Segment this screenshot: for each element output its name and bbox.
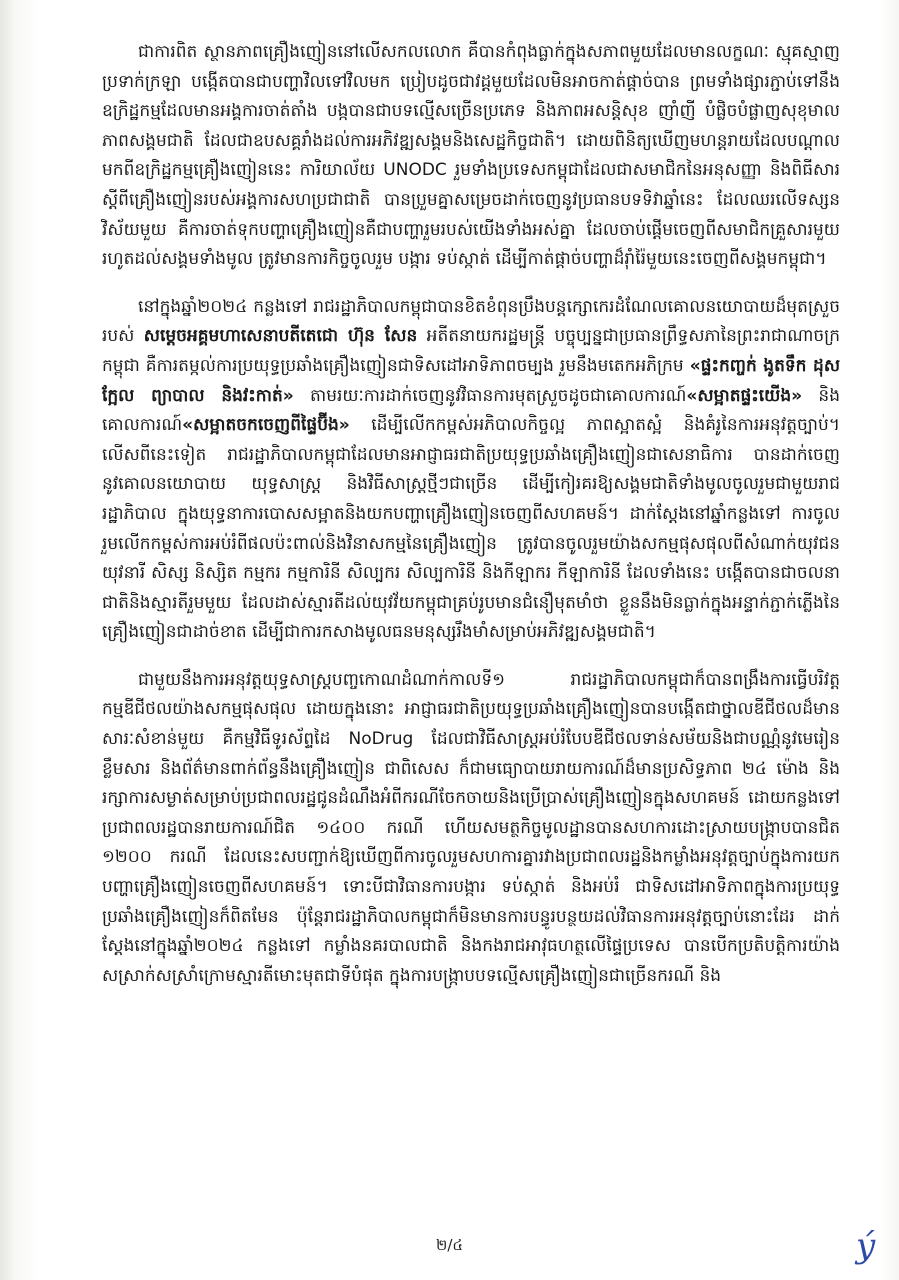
handwritten-initial-mark: ý <box>856 1226 876 1266</box>
paragraph-1 <box>102 38 840 275</box>
page-number: ២/៤ <box>435 1236 464 1254</box>
honorific-name: សម្ដេចអគ្គមហាសេនាបតីតេជោ ហ៊ុន សែន <box>143 326 418 347</box>
principle-clean-home: «សម្អាតផ្ទះយើង» <box>686 385 803 406</box>
paragraph-2-text-d: និងគោលការណ៍ <box>102 385 840 436</box>
paragraph-2 <box>102 293 840 648</box>
body-text <box>102 38 840 1009</box>
paragraph-3 <box>102 666 840 992</box>
paragraph-3-text: ជាមួយនឹងការអនុវត្តយុទ្ធសាស្ត្របញ្ចកោណដំណាក់កាលទី១ រាជរដ្ឋាភិបាលកម្ពុជាក៏បានពង្រឹងការធ្វើបរិវត្តកម្មឌីជីថលយ៉ាងសកម្មផុសផុល ដោយក្នុងនោះ អាជ្ញាធរជាតិប្រយុទ្ធប្រឆាំងគ្រឿងញៀនបានបង្កើតជាថ្នាលឌីជីថលដ៏មានសារៈសំខាន់មួយ គឺកម្មវិធីទូរស័ព្ទដៃ NoDrug ដែលជាវិធីសាស្ត្រអប់រំបែបឌីជីថលទាន់សម័យនិងជាបណ្ណំនូវមេរៀន ខ្លឹមសារ និងព័ត៌មានពាក់ព័ន្ធនឹងគ្រឿងញៀន ជាពិសេស ក៏ជាមធ្យោបាយរាយការណ៍ដ៏មានប្រសិទ្ធភាព ២៤ ម៉ោង និងរក្សាការសម្ងាត់សម្រាប់ប្រជាពលរដ្ឋជូនដំណឹងអំពីករណីចែកចាយនិងប្រើប្រាស់គ្រឿងញៀនក្នុងសហគមន៍ ដោយកន្លងទៅប្រជាពលរដ្ឋបានរាយការណ៍ជិត ១៤០០ ករណី ហើយសមត្ថកិច្ចមូលដ្ឋានបានសហការដោះស្រាយបង្ក្រាបបានជិត ១២០០ ករណី ដែលនេះសបញ្ជាក់ឱ្យឃើញពីការចូលរួមសហការគ្នារវាងប្រជាពលរដ្ឋនិងកម្លាំងអនុវត្តច្បាប់ក្នុងការយកបញ្ហាគ្រឿងញៀនចេញពីសហគមន៍។ ទោះបីជាវិធានការបង្ការ ទប់ស្កាត់ និងអប់រំ ជាទិសដៅអាទិភាពក្នុងការប្រយុទ្ធប្រឆាំងគ្រឿងញៀនក៏ពិតមែន ប៉ុន្តែរាជរដ្ឋាភិបាលកម្ពុជាក៏មិនមានការបន្ធូរបន្ថយដល់វិធានការអនុវត្តច្បាប់នោះដែរ ដាក់ស្ដែងនៅក្នុងឆ្នាំ២០២៤ កន្លងទៅ កម្លាំងនគរបាលជាតិ និងកងរាជអាវុធហត្ថលើផ្ទៃប្រទេស បានបើកប្រតិបត្តិការយ៉ាងសស្រាក់សស្រាំក្រោមស្មារតីមោះមុតជាទីបំផុត ក្នុងការបង្ក្រាបបទល្មើសគ្រឿងញៀនជាច្រើនករណី និង <box>102 669 840 986</box>
paragraph-1-text: ជាការពិត ស្ថានភាពគ្រឿងញៀននៅលើសកលលោក គឺបានកំពុងធ្លាក់ក្នុងសភាពមួយដែលមានលក្ខណៈ ស្មុគស្មាញ ប្រទាក់ក្រឡា បង្កើតបានជាបញ្ហាវិលទៅវិលមក ប្រៀបដូចជាវដ្តមួយដែលមិនអាចកាត់ផ្ដាច់បាន ព្រមទាំងផ្សារភ្ជាប់ទៅនឹងឧក្រិដ្ឋកម្មដែលមានអង្គការចាត់តាំង បង្កបានជាបទល្មើសច្រើនប្រភេទ និងភាពអសន្តិសុខ ញាំញី បំផ្លិចបំផ្លាញសុខុមាលភាពសង្គមជាតិ ដែលជាឧបសគ្គរាំងដល់ការអភិវឌ្ឍសង្គមនិងសេដ្ឋកិច្ចជាតិ។ ដោយពិនិត្យឃើញមហន្តរាយដែលបណ្ដាលមកពីឧក្រិដ្ឋកម្មគ្រឿងញៀននេះ ការិយាល័យ UNODC រួមទាំងប្រទេសកម្ពុជាដែលជាសមាជិកនៃអនុសញ្ញា និងពិធីសារស្ដីពីគ្រឿងញៀនរបស់អង្គការសហប្រជាជាតិ បានប្រួមគ្នាសម្រេចដាក់ចេញនូវប្រធានបទទិវាឆ្នាំនេះ ដែលឈរលើទស្សនវិស័យមួយ គឺការចាត់ទុកបញ្ហាគ្រឿងញៀនគឺជាបញ្ហារួមរបស់យើងទាំងអស់គ្នា ដែលចាប់ផ្ដើមចេញពីសមាជិកគ្រួសារមួយរហូតដល់សង្គមទាំងមូល ត្រូវមានការកិច្ចចូលរួម បង្ការ ទប់ស្កាត់ ដើម្បីកាត់ផ្ដាច់បញ្ហាដ៏រ៉ាំរ៉ៃមួយនេះចេញពីសង្គមកម្ពុជា។ <box>102 42 840 270</box>
paragraph-2-text-c: តាមរយៈការដាក់ចេញនូវវិធានការមុតស្រួចដូចជាគោលការណ៍ <box>293 385 687 406</box>
policy-slogan: «ផ្ទះកញ្ចក់ ងូតទឹក ដុសក្អែល ព្យាបាល និងវះកាត់» <box>102 355 841 406</box>
paragraph-2-text-b: អតីតនាយករដ្ឋមន្ត្រី បច្ចុប្បន្នជាប្រធានព្រឹទ្ធសភានៃព្រះរាជាណាចក្រកម្ពុជា គឺការតម្កល់ការប្រយុទ្ធប្រឆាំងគ្រឿងញៀនជាទិសដៅអាទិភាពចម្បង រួមនឹងមតេកអភិក្រម <box>102 326 840 376</box>
paragraph-2-text-e: ដើម្បីលើកកម្ពស់អភិបាលកិច្ចល្អ ភាពស្អាតស្អំ និងគំរូនៃការអនុវត្តច្បាប់។ លើសពីនេះទៀត រាជរដ្ឋាភិបាលកម្ពុជាដែលមានអាជ្ញាធរជាតិប្រយុទ្ធប្រឆាំងគ្រឿងញៀនជាសេនាធិការ បានដាក់ចេញនូវគោលនយោបាយ យុទ្ធសាស្ត្រ និងវិធីសាស្ត្រថ្មីៗជាច្រើន ដើម្បីកៀរគរឱ្យសង្គមជាតិទាំងមូលចូលរួមជាមួយរាជរដ្ឋាភិបាល ក្នុងយុទ្ធនាការបោសសម្អាតនិងយកបញ្ហាគ្រឿងញៀនចេញពីសហគមន៍។ ដាក់ស្ដែងនៅឆ្នាំកន្លងទៅ ការចូលរួមលើកកម្ពស់ការអប់រំពីផលប៉ះពាល់និងវិនាសកម្មនៃគ្រឿងញៀន ត្រូវបានចូលរួមយ៉ាងសកម្មផុសផុលពីសំណាក់យុវជន យុវនារី សិស្ស និស្សិត កម្មករ កម្មការិនី សិល្បករ សិល្បការិនី និងកីឡាករ កីឡាការិនី ដែលទាំងនេះ បង្កើតបានជាចលនាជាតិនិងស្មារតីរួមមួយ ដែលដាស់ស្មារតីដល់យុវវ័យកម្ពុជាគ្រប់រូបមានជំនឿមុតមាំថា ខ្លួននឹងមិនធ្លាក់ក្នុងអន្ទាក់ភ្ជាក់ភ្លើងនៃគ្រឿងញៀនជាដាច់ខាត ដើម្បីជាការកសាងមូលធនមនុស្សរឹងមាំសម្រាប់អភិវឌ្ឍសង្គមជាតិ។ <box>102 415 840 643</box>
scan-edge-shadow <box>0 0 14 1280</box>
principle-clean-inside: «សម្អាតចកចេញពីផ្ទៃប៊ីង» <box>182 415 350 436</box>
paragraph-2-text-a: នៅក្នុងឆ្នាំ២០២៤ កន្លងទៅ រាជរដ្ឋាភិបាលកម្ពុជាបានខិតខំពុនប្រឹងបន្តក្សោកេរដំណែលគោលនយោបាយដ៏មុតស្រួចរបស់ <box>102 296 840 347</box>
